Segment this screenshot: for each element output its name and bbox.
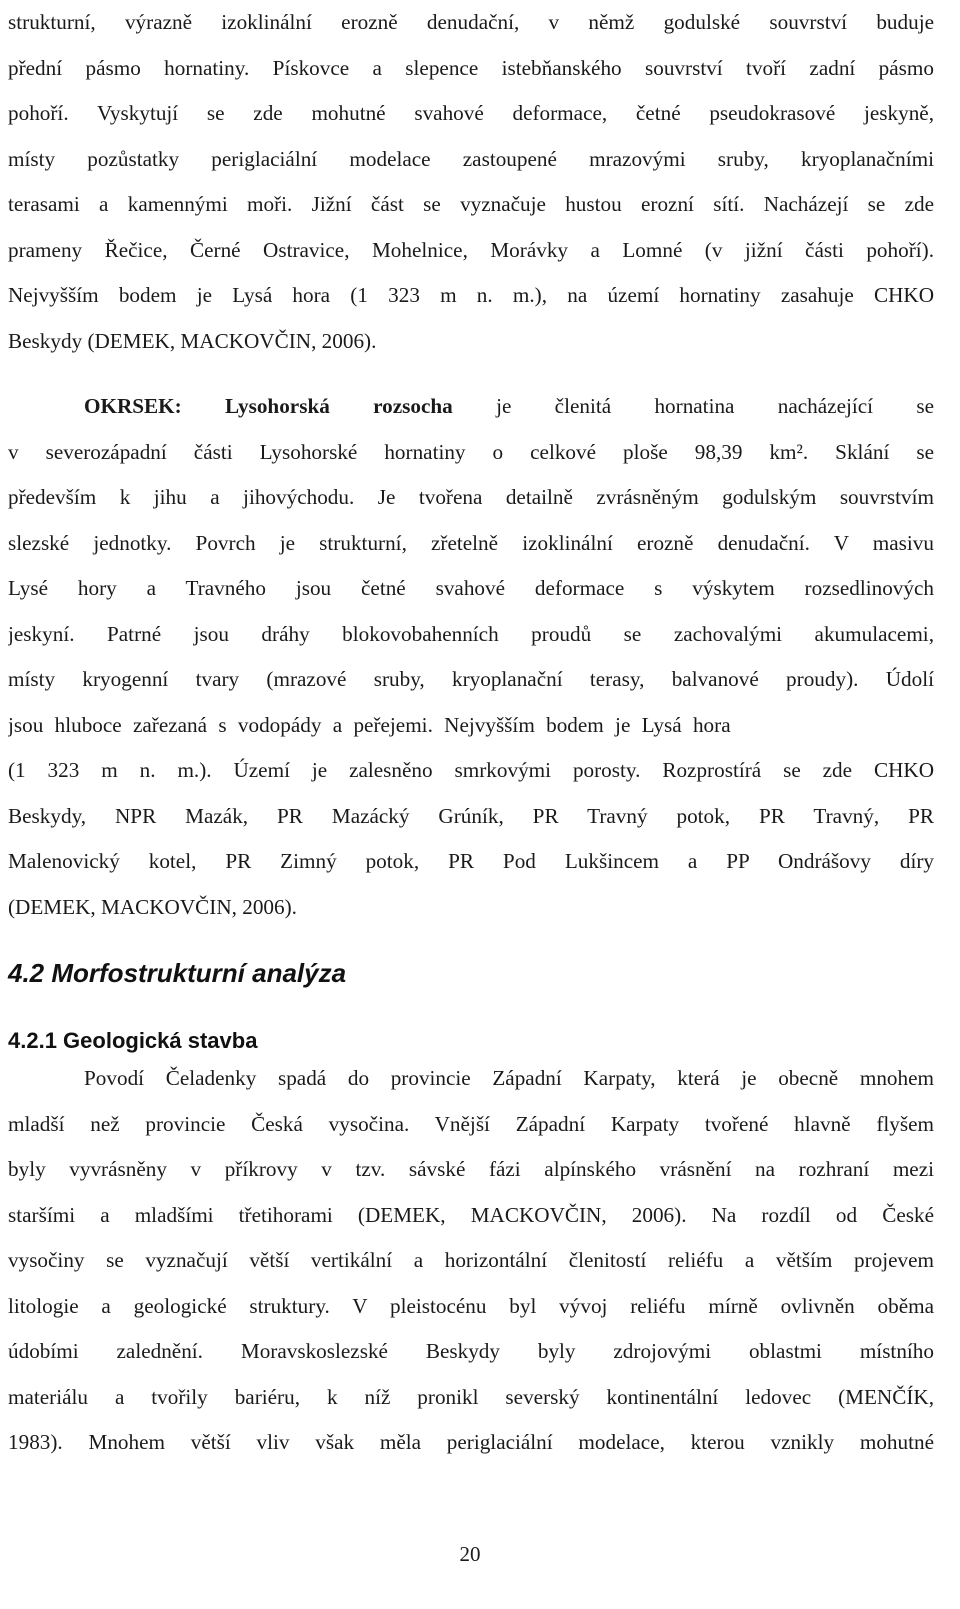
text-line: Beskydy, NPR Mazák, PR Mazácký Grúník, PR Travný potok, PR Travný, PR — [8, 803, 934, 828]
text-line: litologie a geologické struktury. V pleistocénu byl vývoj reliéfu mírně ovlivněn oběma — [8, 1293, 934, 1318]
text-line: především k jihu a jihovýchodu. Je tvořena detailně zvrásněným godulským souvrstvím — [8, 485, 934, 509]
text-line: Lysé hory a Travného jsou četné svahové deformace s výskytem rozsedlinových — [8, 576, 934, 600]
text-line: údobími zalednění. Moravskoslezské Beskydy byly zdrojovými oblastmi místního — [8, 1339, 934, 1363]
page-number: 20 — [459, 1542, 481, 1566]
paragraph-3 — [8, 1056, 934, 1466]
text-line: terasami a kamennými moři. Jižní část se vyznačuje hustou erozní sítí. Nacházejí se zde — [8, 192, 934, 216]
text-line-lead — [8, 384, 934, 430]
text-line: pohoří. Vyskytují se zde mohutné svahové deformace, četné pseudokrasové jeskyně, — [8, 101, 934, 125]
text-line: vysočiny se vyznačují větší vertikální a horizontální členitostí reliéfu a větším projevem — [8, 1248, 934, 1272]
text-line: místy pozůstatky periglaciální modelace zastoupené mrazovými sruby, kryoplanačními — [8, 146, 934, 171]
subsection-heading-4-2-1: 4.2.1 Geologická stavba — [8, 1028, 258, 1053]
text-line: Povodí Čeladenky spadá do provincie Západní Karpaty, která je obecně mnohem — [84, 1066, 934, 1090]
text-line: Beskydy (DEMEK, MACKOVČIN, 2006). — [8, 328, 377, 353]
okrsek-label: OKRSEK: Lysohorská rozsocha — [84, 394, 453, 418]
text-line: místy kryogenní tvary (mrazové sruby, kryoplanační terasy, balvanové proudy). Údolí — [8, 667, 934, 691]
text-line: Nejvyšším bodem je Lysá hora (1 323 m n. m.), na území hornatiny zasahuje CHKO — [8, 283, 934, 307]
text-line: prameny Řečice, Černé Ostravice, Mohelnice, Morávky a Lomné (v jižní části pohoří). — [8, 237, 934, 262]
text-line: 1983). Mnohem větší vliv však měla periglaciální modelace, kterou vznikly mohutné — [8, 1430, 934, 1454]
text-line: přední pásmo hornatiny. Pískovce a slepence istebňanského souvrství tvoří zadní pásmo — [8, 55, 934, 80]
text-line: mladší než provincie Česká vysočina. Vnější Západní Karpaty tvořené hlavně flyšem — [8, 1111, 934, 1136]
text-line: slezské jednotky. Povrch je strukturní, zřetelně izoklinální erozně denudační. V masivu — [8, 530, 934, 555]
lead-text: je členitá hornatina nacházející se — [496, 394, 934, 418]
text-line: materiálu a tvořily bariéru, k níž pronikl severský kontinentální ledovec (MENČÍK, — [8, 1384, 934, 1409]
text-line: Malenovický kotel, PR Zimný potok, PR Pod Lukšincem a PP Ondrášovy díry — [8, 849, 934, 873]
text-line: jeskyní. Patrné jsou dráhy blokovobahenních proudů se zachovalými akumulacemi, — [8, 621, 934, 646]
text-line: byly vyvrásněny v příkrovy v tzv. sávské fázi alpínského vrásnění na rozhraní mezi — [8, 1157, 934, 1181]
document-page — [8, 0, 934, 1466]
text-line: (1 323 m n. m.). Území je zalesněno smrkovými porosty. Rozprostírá se zde CHKO — [8, 758, 934, 782]
text-line: jsou hluboce zařezaná s vodopády a peřejemi. Nejvyšším bodem je Lysá hora — [8, 712, 731, 737]
text-line: staršími a mladšími třetihorami (DEMEK, MACKOVČIN, 2006). Na rozdíl od České — [8, 1202, 934, 1227]
paragraph-gap — [8, 364, 934, 384]
section-heading-4-2: 4.2 Morfostrukturní analýza — [8, 958, 347, 988]
paragraph-1 — [8, 0, 934, 364]
text-line: v severozápadní části Lysohorské hornatiny o celkové ploše 98,39 km². Sklání se — [8, 439, 934, 464]
text-line: (DEMEK, MACKOVČIN, 2006). — [8, 894, 297, 919]
paragraph-2 — [8, 384, 934, 930]
text-line: strukturní, výrazně izoklinální erozně denudační, v němž godulské souvrství buduje — [8, 10, 934, 34]
